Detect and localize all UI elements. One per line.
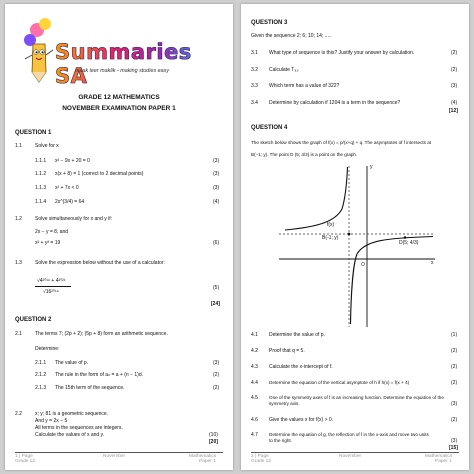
q-marks: (1)	[451, 332, 458, 338]
q-text: One of the symmetry axes of f is an increasing function. Determine the equation of the	[269, 395, 444, 400]
graph-canvas	[277, 164, 437, 329]
doc-subtitle: NOVEMBER EXAMINATION PAPER 1	[62, 105, 176, 112]
q-number: 3.4	[251, 100, 258, 106]
q1-2-number: 1.2	[15, 216, 22, 222]
q1-3-numerator: √4²⁰¹⁹ + 4²⁰²¹	[37, 278, 66, 284]
q-text: Give the values x for f(x) > 0.	[269, 417, 334, 423]
footer-paper: Paper 1	[435, 459, 452, 464]
q-text: x(x + 8) = 1 (correct to 2 decimal points)	[55, 171, 144, 177]
page-footer	[5, 452, 233, 464]
q1-3-number: 1.3	[15, 260, 22, 266]
q1-2-marks: (6)	[213, 240, 220, 246]
q2-2-text: x; y; 81 is a geometric sequence.	[35, 411, 109, 417]
summaries-sa-logo	[15, 10, 230, 90]
q-number: 2.1.3	[35, 385, 47, 391]
q-number: 3.1	[251, 50, 258, 56]
page-one	[5, 4, 233, 470]
doc-title: GRADE 12 MATHEMATICS	[78, 94, 160, 101]
q2-2-line-2: And y = 2x − 5	[35, 418, 68, 424]
page-two	[241, 4, 469, 470]
q3-given: Given the sequence 2; 6; 10; 14; .....	[251, 33, 332, 39]
q-number: 1.1.2	[35, 171, 47, 177]
footer-page: 2 | Page	[251, 454, 269, 459]
q-text: Determine the equation of the vertical asymptote of h if h(x) = f(x + 4)	[269, 380, 410, 385]
q1-1-text: Solve for x	[35, 143, 59, 149]
q2-2-line-4: Calculate the values of x and y.	[35, 432, 105, 438]
q2-2-line-3: All terms in the sequences are integers.	[35, 425, 123, 431]
q-text: The rule in the form of aₙ = a + (n − 1)d.	[55, 372, 144, 378]
q1-1-number: 1.1	[15, 143, 22, 149]
q-marks: (3)	[213, 185, 220, 191]
q-text-cont: symmetry axis.	[269, 401, 300, 406]
question-2-heading: QUESTION 2	[15, 317, 52, 323]
hyperbola-right-branch	[351, 237, 434, 325]
footer-page: 1 | Page	[15, 454, 33, 459]
q-text: x² + 7x < 0	[55, 185, 79, 191]
y-axis-label: y	[370, 164, 373, 170]
q-marks: (3)	[451, 83, 458, 89]
point-b-marker	[348, 233, 351, 236]
q-text: 2x^(3/4) = 64	[55, 199, 85, 205]
q3-total: [12]	[449, 108, 458, 114]
question-4-heading: QUESTION 4	[251, 125, 288, 131]
q-number: 4.5	[251, 395, 258, 401]
q-marks: (2)	[451, 67, 458, 73]
q-marks: (3)	[451, 401, 458, 407]
q-text: Calculate the x-intercept of f.	[269, 364, 333, 370]
q-text: Determine the equation of g, the reflection of f in the x-axis and move two units	[269, 432, 429, 437]
footer-paper: Paper 1	[199, 459, 216, 464]
question-3-heading: QUESTION 3	[251, 20, 288, 26]
footer-subject: Mathematics	[189, 454, 217, 459]
q-marks: (2)	[451, 50, 458, 56]
question-1-heading: QUESTION 1	[15, 130, 52, 136]
q-marks: (2)	[451, 417, 458, 423]
q-number: 4.2	[251, 348, 258, 354]
f-label: f(x)	[327, 222, 335, 228]
q1-3-denominator: √16²⁰¹⁹	[43, 289, 59, 295]
q4-total: [15]	[449, 445, 458, 451]
q-number: 2.1.1	[35, 360, 47, 366]
q1-2-text: Solve simultaneously for x and y if:	[35, 216, 112, 222]
b-label: B(-1; y)	[322, 235, 339, 241]
q-number: 3.2	[251, 67, 258, 73]
q-marks: (2)	[451, 348, 458, 354]
q-marks: (4)	[213, 199, 220, 205]
q-marks: (3)	[451, 438, 458, 444]
q-marks: (3)	[213, 360, 220, 366]
footer-grade: Grade 12	[251, 459, 272, 464]
d-label: D(5; 4/3)	[399, 240, 419, 246]
q-number: 4.4	[251, 380, 258, 386]
page-footer	[241, 452, 469, 464]
q-text: Proof that q = 5.	[269, 348, 305, 354]
q-text: Determine by calculation if 1204 is a term in the sequence?	[269, 100, 401, 106]
q-marks: (2)	[213, 385, 220, 391]
q-number: 4.1	[251, 332, 258, 338]
q4-intro-line-1: The sketch below shows the graph of f(x) = p/(x+q) + q. The asymptotes of f intersects at	[251, 140, 432, 145]
q-number: 2.1.2	[35, 372, 47, 378]
q-text: Determine the value of p.	[269, 332, 325, 338]
q-number: 1.1.1	[35, 158, 47, 164]
x-axis-label: x	[431, 260, 434, 266]
q1-total: [24]	[211, 301, 220, 307]
q-marks: (4)	[451, 100, 458, 106]
q1-2-equation-1: 2x − y = 8, and	[35, 229, 69, 235]
q-number: 1.1.3	[35, 185, 47, 191]
brand-name: Summaries SA	[55, 40, 230, 88]
brand-tagline: maak leer maklik - making studies easy	[75, 68, 170, 74]
q4-intro-line-2: B(−1; y). The point D (5; 4/3) is a point on the graph.	[251, 152, 358, 157]
footer-subject: Mathematics	[425, 454, 453, 459]
q1-2-equation-2: x² + y² = 19	[35, 240, 61, 246]
q-text: The value of p.	[55, 360, 89, 366]
q-text: What type of sequence is this? Justify your answer by calculation.	[269, 50, 415, 56]
footer-month: November	[103, 454, 126, 459]
q-marks: (2)	[213, 372, 220, 378]
q-text-cont: to the right.	[269, 438, 292, 443]
q-marks: (3)	[213, 158, 220, 164]
q-number: 1.1.4	[35, 199, 47, 205]
q1-3-text: Solve the expression below without the use of a calculator:	[35, 260, 165, 266]
q-text: x² − 9x + 20 = 0	[55, 158, 90, 164]
q-number: 4.7	[251, 432, 258, 438]
q-number: 3.3	[251, 83, 258, 89]
point-d-marker	[404, 236, 407, 239]
q-text: Calculate T₃₁.	[269, 67, 300, 73]
q-marks: (2)	[451, 380, 458, 386]
footer-month: November	[339, 454, 362, 459]
q2-2-marks: (10)	[209, 432, 218, 438]
hyperbola-graph	[277, 164, 437, 339]
hyperbola-left-branch	[285, 167, 348, 230]
footer-grade: Grade 12	[15, 459, 36, 464]
q-text: The 15th term of the sequence.	[55, 385, 125, 391]
q-text: Which term has a value of 322?	[269, 83, 340, 89]
q2-1-number: 2.1	[15, 331, 22, 337]
q2-total: [20]	[209, 439, 218, 445]
q1-3-marks: (5)	[213, 285, 220, 291]
determine-label: Determine:	[35, 346, 60, 352]
fraction-bar	[35, 286, 71, 287]
q-number: 4.6	[251, 417, 258, 423]
origin-label: O	[361, 262, 365, 268]
q-number: 4.3	[251, 364, 258, 370]
q2-1-text: The terms 7; (2p + 2); (5p + 8) form an arithmetic sequence.	[35, 331, 168, 337]
q2-2-number: 2.2	[15, 411, 22, 417]
q-marks: (3)	[213, 171, 220, 177]
q-marks: (2)	[451, 364, 458, 370]
